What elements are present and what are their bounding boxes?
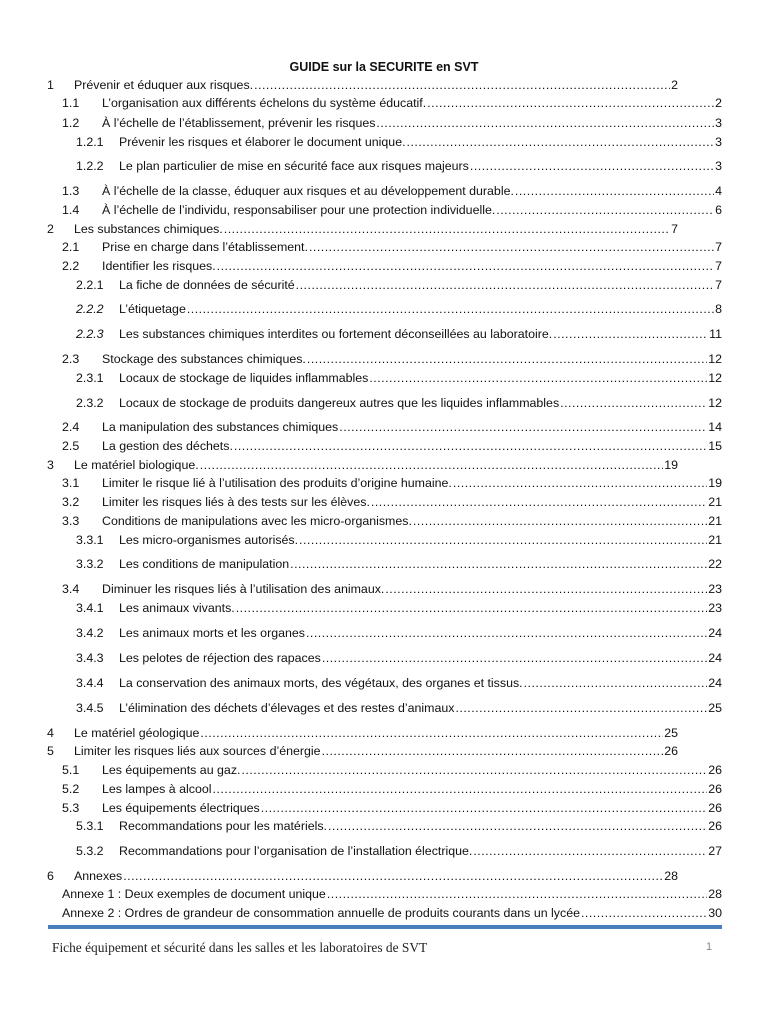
- toc-entry-page: 23: [708, 582, 722, 596]
- toc-entry-label: Annexe 1 : Deux exemples de document unique: [62, 887, 326, 901]
- toc-dot-leader: [371, 495, 707, 510]
- toc-entry[interactable]: [62, 420, 722, 435]
- toc-entry-page: 30: [708, 906, 722, 920]
- toc-entry-page: 3: [715, 135, 722, 149]
- toc-dot-leader: [322, 744, 664, 759]
- toc-entry-label: Identifier les risques.: [102, 259, 216, 273]
- toc-dot-leader: [581, 906, 707, 921]
- toc-entry-label: Limiter les risques liés aux sources d’énergie: [74, 744, 321, 758]
- toc-entry-label: L’organisation aux différents échelons du système éducatif.: [102, 96, 427, 110]
- toc-entry-page: 23: [708, 601, 722, 615]
- toc-entry-label: Les substances chimiques.: [74, 222, 223, 236]
- toc-entry-number: 3: [47, 458, 54, 472]
- toc-entry-page: 8: [715, 302, 722, 316]
- toc-entry-number: 3.4.2: [76, 626, 104, 640]
- toc-entry-label: Prévenir les risques et élaborer le document unique.: [119, 135, 406, 149]
- toc-entry-label: La fiche de données de sécurité: [119, 278, 295, 292]
- toc-entry-number: 2.1: [62, 240, 80, 254]
- toc-entry-page: 27: [708, 844, 722, 858]
- toc-entry-label: L’élimination des déchets d’élevages et des restes d’animaux: [119, 701, 455, 715]
- toc-dot-leader: [327, 887, 707, 902]
- toc-entry-label: La manipulation des substances chimiques: [102, 420, 339, 434]
- toc-entry-label: Les conditions de manipulation: [119, 557, 290, 571]
- toc-entry-number: 2.2: [62, 259, 80, 273]
- toc-entry-label: Conditions de manipulations avec les micro-organismes.: [102, 514, 412, 528]
- toc-dot-leader: [261, 801, 707, 816]
- toc-entry[interactable]: [62, 582, 722, 597]
- toc-dot-leader: [309, 240, 714, 255]
- toc-dot-leader: [217, 259, 714, 274]
- toc-dot-leader: [322, 651, 707, 666]
- toc-entry-number: 4: [47, 726, 54, 740]
- toc-entry-label: Les substances chimiques interdites ou fortement déconseillées au laboratoire.: [119, 327, 553, 341]
- toc-dot-leader: [455, 701, 707, 716]
- toc-entry[interactable]: [76, 302, 722, 317]
- toc-entry-label: Le plan particulier de mise en sécurité face aux risques majeurs: [119, 159, 469, 173]
- toc-entry-page: 6: [715, 203, 722, 217]
- toc-entry[interactable]: [76, 701, 722, 716]
- toc-dot-leader: [187, 302, 714, 317]
- toc-entry-number: 2.3.1: [76, 371, 104, 385]
- toc-entry-number: 2.4: [62, 420, 80, 434]
- footer-text: Fiche équipement et sécurité dans les salles et les laboratoires de SVT: [52, 940, 428, 955]
- toc-entry[interactable]: [62, 240, 722, 255]
- toc-entry-number: 3.4.1: [76, 601, 104, 615]
- toc-entry[interactable]: [76, 135, 722, 150]
- toc-entry-label: La conservation des animaux morts, des végétaux, des organes et tissus.: [119, 676, 523, 690]
- toc-dot-leader: [515, 184, 714, 199]
- toc-entry-label: L’étiquetage: [119, 302, 186, 316]
- toc-entry-number: 1.2: [62, 116, 80, 130]
- toc-entry-number: 5.3: [62, 801, 80, 815]
- toc-entry-label: Prise en charge dans l’établissement.: [102, 240, 308, 254]
- toc-entry[interactable]: [62, 763, 722, 778]
- toc-entry-label: Annexe 2 : Ordres de grandeur de consommation annuelle de produits courants dans un lycée: [62, 906, 580, 920]
- footer-rule: [48, 925, 722, 929]
- toc-entry-number: 3.3: [62, 514, 80, 528]
- toc-entry-label: Recommandations pour l’organisation de l’installation électrique.: [119, 844, 473, 858]
- toc-entry-number: 5.2: [62, 782, 80, 796]
- toc-entry-label: Prévenir et éduquer aux risques.: [74, 78, 254, 92]
- toc-dot-leader: [413, 514, 707, 529]
- toc-entry-page: 7: [715, 240, 722, 254]
- toc-dot-leader: [290, 557, 707, 572]
- toc-entry[interactable]: [47, 78, 678, 93]
- toc-entry-label: À l’échelle de l’établissement, prévenir les risques: [102, 116, 376, 130]
- toc-dot-leader: [470, 159, 714, 174]
- toc-entry-page: 7: [715, 259, 722, 273]
- toc-entry-number: 1.1: [62, 96, 80, 110]
- toc-entry[interactable]: [47, 458, 678, 473]
- toc-entry-number: 3.3.2: [76, 557, 104, 571]
- toc-entry-label: Stockage des substances chimiques.: [102, 352, 306, 366]
- toc-entry-number: 2.3.2: [76, 396, 104, 410]
- toc-entry[interactable]: [62, 801, 722, 816]
- toc-dot-leader: [473, 844, 707, 859]
- toc-entry-label: Limiter les risques liés à des tests sur les élèves.: [102, 495, 370, 509]
- toc-entry-number: 1.2.1: [76, 135, 104, 149]
- toc-entry-label: Recommandations pour les matériels.: [119, 819, 327, 833]
- toc-entry-page: 22: [708, 557, 722, 571]
- toc-entry-page: 24: [708, 676, 722, 690]
- toc-dot-leader: [553, 327, 708, 342]
- toc-entry-number: 3.4.3: [76, 651, 104, 665]
- toc-entry-number: 1.3: [62, 184, 80, 198]
- toc-entry-number: 2.3: [62, 352, 80, 366]
- toc-entry[interactable]: [47, 726, 678, 741]
- toc-entry[interactable]: [62, 96, 722, 111]
- toc-dot-leader: [560, 396, 707, 411]
- toc-entry-page: 24: [708, 651, 722, 665]
- toc-dot-leader: [307, 352, 707, 367]
- toc-entry-page: 26: [708, 782, 722, 796]
- toc-entry-page: 15: [708, 439, 722, 453]
- toc-entry-page: 28: [708, 887, 722, 901]
- toc-entry[interactable]: [62, 352, 722, 367]
- toc-entry-number: 2.2.3: [76, 327, 104, 341]
- toc-entry-number: 5: [47, 744, 54, 758]
- toc-entry[interactable]: [76, 396, 722, 411]
- toc-entry[interactable]: [76, 533, 722, 548]
- footer-page-number: 1: [706, 941, 713, 953]
- toc-entry-label: Le matériel biologique.: [74, 458, 199, 472]
- toc-entry-number: 3.3.1: [76, 533, 104, 547]
- toc-dot-leader: [296, 278, 714, 293]
- toc-entry[interactable]: [76, 371, 722, 386]
- toc-entry-label: Locaux de stockage de liquides inflammables: [119, 371, 369, 385]
- toc-entry[interactable]: [62, 439, 722, 454]
- toc-dot-leader: [427, 96, 714, 111]
- toc-entry[interactable]: [76, 327, 722, 342]
- toc-dot-leader: [254, 78, 670, 93]
- toc-entry[interactable]: [62, 887, 722, 902]
- toc-entry-page: 25: [708, 701, 722, 715]
- toc-entry-number: 5.1: [62, 763, 80, 777]
- toc-entry-label: Limiter le risque lié à l’utilisation des produits d’origine humaine.: [102, 476, 452, 490]
- toc-entry-page: 21: [708, 533, 722, 547]
- toc-dot-leader: [234, 439, 707, 454]
- toc-entry[interactable]: [76, 676, 722, 691]
- toc-dot-leader: [496, 203, 714, 218]
- toc-entry-page: 7: [715, 278, 722, 292]
- toc-entry-page: 12: [708, 371, 722, 385]
- toc-entry-page: 26: [708, 763, 722, 777]
- toc-entry-page: 12: [708, 396, 722, 410]
- toc-entry-label: Le matériel géologique: [74, 726, 200, 740]
- toc-dot-leader: [376, 116, 714, 131]
- toc-entry-label: Locaux de stockage de produits dangereux autres que les liquides inflammables: [119, 396, 560, 410]
- toc-dot-leader: [224, 222, 670, 237]
- toc-entry-number: 3.4.5: [76, 701, 104, 715]
- toc-entry-page: 2: [671, 78, 678, 92]
- toc-entry-page: 25: [664, 726, 678, 740]
- toc-entry-page: 21: [708, 514, 722, 528]
- toc-entry-page: 28: [664, 869, 678, 883]
- toc-entry-number: 3.4.4: [76, 676, 104, 690]
- toc-entry[interactable]: [62, 203, 722, 218]
- toc-entry-number: 2.2.2: [76, 302, 104, 316]
- toc-entry-label: Diminuer les risques liés à l’utilisation des animaux.: [102, 582, 385, 596]
- toc-entry-page: 26: [708, 819, 722, 833]
- toc-entry[interactable]: [76, 601, 722, 616]
- toc-dot-leader: [236, 601, 708, 616]
- toc-entry-page: 26: [664, 744, 678, 758]
- toc-entry[interactable]: [62, 184, 722, 199]
- toc-entry[interactable]: [62, 782, 722, 797]
- toc-entry-label: Les lampes à alcool: [102, 782, 212, 796]
- toc-entry-number: 3.1: [62, 476, 80, 490]
- toc-entry-page: 4: [715, 184, 722, 198]
- toc-entry-number: 1.4: [62, 203, 80, 217]
- toc-entry-number: 3.2: [62, 495, 80, 509]
- toc-entry-label: La gestion des déchets.: [102, 439, 233, 453]
- toc-entry[interactable]: [62, 476, 722, 491]
- toc-dot-leader: [385, 582, 707, 597]
- toc-entry[interactable]: [76, 159, 722, 174]
- toc-entry[interactable]: [62, 906, 722, 921]
- toc-entry-label: Les équipements électriques: [102, 801, 260, 815]
- toc-entry-page: 14: [708, 420, 722, 434]
- toc-entry[interactable]: [62, 514, 722, 529]
- toc-entry-page: 26: [708, 801, 722, 815]
- toc-entry-page: 2: [715, 96, 722, 110]
- toc-entry-label: À l’échelle de la classe, éduquer aux risques et au développement durable.: [102, 184, 514, 198]
- toc-entry-page: 24: [708, 626, 722, 640]
- toc-entry-number: 5.3.2: [76, 844, 104, 858]
- toc-entry-page: 19: [664, 458, 678, 472]
- toc-dot-leader: [200, 458, 664, 473]
- toc-entry[interactable]: [47, 744, 678, 759]
- toc-entry[interactable]: [76, 557, 722, 572]
- toc-entry[interactable]: [76, 278, 722, 293]
- toc-entry-number: 5.3.1: [76, 819, 104, 833]
- toc-entry-label: Les animaux vivants.: [119, 601, 235, 615]
- toc-entry[interactable]: [47, 869, 678, 884]
- toc-entry[interactable]: [62, 116, 722, 131]
- toc-entry[interactable]: [62, 495, 722, 510]
- toc-dot-leader: [306, 626, 707, 641]
- toc-entry[interactable]: [76, 819, 722, 834]
- toc-entry[interactable]: [76, 626, 722, 641]
- toc-entry-page: 7: [671, 222, 678, 236]
- toc-entry-number: 3.4: [62, 582, 80, 596]
- toc-entry[interactable]: [76, 651, 722, 666]
- toc-dot-leader: [123, 869, 663, 884]
- toc-dot-leader: [369, 371, 707, 386]
- toc-entry-label: Annexes: [74, 869, 123, 883]
- toc-entry[interactable]: [76, 844, 722, 859]
- toc-entry-number: 2.2.1: [76, 278, 104, 292]
- toc-entry-number: 1: [47, 78, 54, 92]
- toc-dot-leader: [407, 135, 715, 150]
- toc-entry-number: 2: [47, 222, 54, 236]
- toc-entry-page: 12: [708, 352, 722, 366]
- toc-dot-leader: [328, 819, 707, 834]
- toc-entry-number: 2.5: [62, 439, 80, 453]
- toc-dot-leader: [453, 476, 707, 491]
- toc-dot-leader: [524, 676, 708, 691]
- toc-entry-page: 11: [709, 327, 722, 341]
- toc-entry-page: 19: [708, 476, 722, 490]
- toc-dot-leader: [299, 533, 707, 548]
- toc-dot-leader: [339, 420, 707, 435]
- toc-entry-label: Les pelotes de réjection des rapaces: [119, 651, 321, 665]
- toc-entry-label: Les équipements au gaz.: [102, 763, 241, 777]
- toc-entry-label: À l’échelle de l’individu, responsabiliser pour une protection individuelle.: [102, 203, 496, 217]
- toc-entry-page: 21: [708, 495, 722, 509]
- toc-dot-leader: [241, 763, 707, 778]
- toc-entry-number: 6: [47, 869, 54, 883]
- toc-entry[interactable]: [62, 259, 722, 274]
- toc-entry-number: 1.2.2: [76, 159, 104, 173]
- toc-entry-label: Les animaux morts et les organes: [119, 626, 305, 640]
- toc-entry-page: 3: [715, 159, 722, 173]
- toc-dot-leader: [213, 782, 708, 797]
- toc-entry-page: 3: [715, 116, 722, 130]
- document-title: GUIDE sur la SECURITE en SVT: [289, 60, 479, 74]
- toc-entry[interactable]: [47, 222, 678, 237]
- toc-entry-label: Les micro-organismes autorisés.: [119, 533, 299, 547]
- toc-dot-leader: [200, 726, 663, 741]
